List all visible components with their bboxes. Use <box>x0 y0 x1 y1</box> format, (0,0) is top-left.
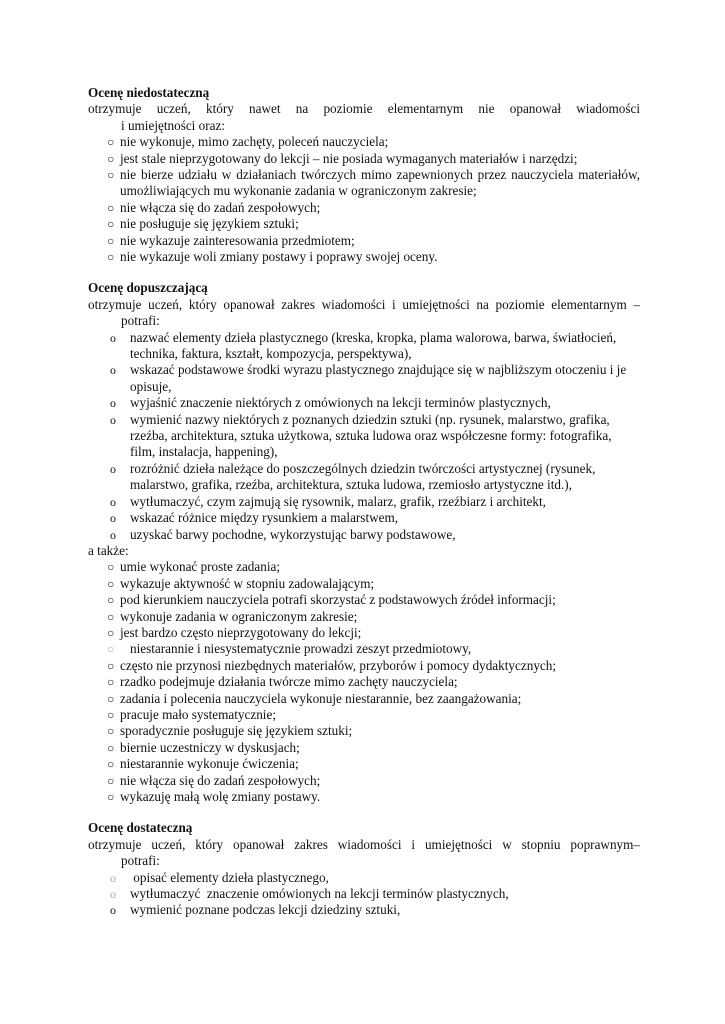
o-bullet-icon: o <box>110 330 116 345</box>
o-bullet-icon: o <box>110 511 116 526</box>
o-bullet-icon: o <box>110 363 116 378</box>
circle-bullet-icon: ○ <box>107 233 115 248</box>
list-item: o opisać elementy dzieła plastycznego, <box>110 869 329 885</box>
section-intro-continuation: potrafi: <box>121 313 160 329</box>
list-item: ○ nie bierze udziału w działaniach twórczych mimo zapewnionych przez nauczyciela materiałów, umożliwiających mu wykonanie zadania w ograniczonym zakresie; <box>107 167 640 199</box>
section-dostateczna <box>88 820 640 918</box>
circle-bullet-icon: ○ <box>107 740 115 755</box>
skills-list <box>88 330 640 543</box>
list-item: ○ biernie uczestniczy w dyskusjach; <box>107 739 300 755</box>
criteria-list <box>88 134 640 265</box>
section-intro: otrzymuje uczeń, który opanował zakres wiadomości i umiejętności na poziomie elementarnym – <box>88 296 640 312</box>
section-intro-continuation: potrafi: <box>121 853 160 869</box>
o-bullet-icon: o <box>110 412 116 427</box>
list-item: ○ niestarannie wykonuje ćwiczenia; <box>107 756 299 772</box>
circle-bullet-icon: ○ <box>107 789 115 804</box>
list-item: ○ rzadko podejmuje działania twórcze mimo zachęty nauczyciela; <box>107 674 458 690</box>
circle-bullet-icon: ○ <box>107 625 115 640</box>
list-item: ○ często nie przynosi niezbędnych materiałów, przyborów i pomocy dydaktycznych; <box>107 657 557 673</box>
list-item: o rozróżnić dzieła należące do poszczególnych dziedzin twórczości artystycznej (rysunek, malarstwo, grafika, rzeźba, architektura, sztuka ludowa, rzemiosło artystyczne itd.), <box>110 460 596 493</box>
skills-list <box>88 870 640 919</box>
list-item: ○ zadania i polecenia nauczyciela wykonuje niestarannie, bez zaangażowania; <box>107 690 522 706</box>
circle-bullet-icon: ○ <box>107 724 115 739</box>
list-item: ○ umie wykonać proste zadania; <box>107 559 281 575</box>
o-bullet-icon: o <box>110 886 116 901</box>
circle-bullet-icon: ○ <box>107 757 115 772</box>
list-item: ○ nie włącza się do zadań zespołowych; <box>107 199 321 215</box>
circle-bullet-icon: ○ <box>107 168 115 182</box>
o-bullet-icon: o <box>110 461 116 476</box>
circle-bullet-icon: ○ <box>107 576 115 591</box>
list-item: ○ jest bardzo często nieprzygotowany do lekcji; <box>107 624 362 640</box>
circle-bullet-icon: ○ <box>107 217 115 232</box>
section-heading: Ocenę dostateczną <box>88 820 193 836</box>
section-heading: Ocenę dopuszczającą <box>88 280 208 296</box>
list-item: ○ nie włącza się do zadań zespołowych; <box>107 772 321 788</box>
list-item: o wymienić poznane podczas lekcji dziedziny sztuki, <box>110 902 401 918</box>
circle-bullet-icon: ○ <box>107 250 115 265</box>
list-item: ○ niestarannie i niesystematycznie prowadzi zeszyt przedmiotowy, <box>107 641 472 657</box>
o-bullet-icon: o <box>110 396 116 411</box>
section-heading: Ocenę niedostateczną <box>88 85 210 100</box>
list-item: ○ wykazuje aktywność w stopniu zadowalającym; <box>107 575 375 591</box>
list-item: o wyjaśnić znaczenie niektórych z omówionych na lekcji terminów plastycznych, <box>110 395 551 411</box>
circle-bullet-icon: ○ <box>107 151 115 166</box>
list-item: o uzyskać barwy pochodne, wykorzystując barwy podstawowe, <box>110 526 456 542</box>
circle-bullet-icon: ○ <box>107 135 115 150</box>
section-dopuszczajaca <box>88 280 640 805</box>
list-item: ○ nie wykonuje, mimo zachęty, poleceń nauczyciela; <box>107 134 389 150</box>
circle-bullet-icon: ○ <box>107 773 115 788</box>
circle-bullet-icon: ○ <box>107 642 115 657</box>
also-label: a także: <box>88 542 129 558</box>
section-intro: otrzymuje uczeń, który nawet na poziomie elementarnym nie opanował wiadomości <box>88 101 640 117</box>
circle-bullet-icon: ○ <box>107 658 115 673</box>
circle-bullet-icon: ○ <box>107 707 115 722</box>
list-item: o nazwać elementy dzieła plastycznego (kreska, kropka, plama walorowa, barwa, światłocień, technika, faktura, kształt, kompozycja, perspektywa), <box>110 329 617 362</box>
document-content <box>88 85 640 934</box>
section-niedostateczna <box>88 85 640 265</box>
circle-bullet-icon: ○ <box>107 200 115 215</box>
o-bullet-icon: o <box>110 527 116 542</box>
list-item: o wytłumaczyć, czym zajmują się rysownik, malarz, grafik, rzeźbiarz i architekt, <box>110 493 546 509</box>
section-intro-continuation: i umiejętności oraz: <box>121 117 225 133</box>
list-item: o wytłumaczyć znaczenie omówionych na lekcji terminów plastycznych, <box>110 885 509 901</box>
list-item: ○ nie posługuje się językiem sztuki; <box>107 216 299 232</box>
circle-bullet-icon: ○ <box>107 560 115 575</box>
section-intro: otrzymuje uczeń, który opanował zakres wiadomości i umiejętności w stopniu poprawnym– <box>88 836 640 852</box>
also-list <box>88 559 640 805</box>
list-item: ○ sporadycznie posługuje się językiem sztuki; <box>107 723 353 739</box>
list-item: ○ wykazuję małą wolę zmiany postawy. <box>107 788 321 804</box>
o-bullet-icon: o <box>110 870 116 885</box>
list-item: ○ wykonuje zadania w ograniczonym zakresie; <box>107 608 358 624</box>
list-item: ○ jest stale nieprzygotowany do lekcji – nie posiada wymaganych materiałów i narzędzi; <box>107 150 578 166</box>
list-item: o wskazać podstawowe środki wyrazu plastycznego znajdujące się w najbliższym otoczeniu i je opisuje, <box>110 362 627 394</box>
list-item: o wymienić nazwy niektórych z poznanych dziedzin sztuki (np. rysunek, malarstwo, grafika, rzeźba, architektura, sztuka użytkowa, sztuka ludowa oraz współczesne formy: fotografika, film, instalacja, happening), <box>110 411 612 460</box>
list-item: ○ pracuje mało systematycznie; <box>107 706 276 722</box>
circle-bullet-icon: ○ <box>107 675 115 690</box>
circle-bullet-icon: ○ <box>107 691 115 706</box>
list-item: ○ nie wykazuje woli zmiany postawy i poprawy swojej oceny. <box>107 249 438 265</box>
list-item: ○ pod kierunkiem nauczyciela potrafi skorzystać z podstawowych źródeł informacji; <box>107 592 556 608</box>
list-item: ○ nie wykazuje zainteresowania przedmiotem; <box>107 232 355 248</box>
o-bullet-icon: o <box>110 494 116 509</box>
circle-bullet-icon: ○ <box>107 609 115 624</box>
list-item: o wskazać różnice między rysunkiem a malarstwem, <box>110 510 399 526</box>
circle-bullet-icon: ○ <box>107 593 115 608</box>
o-bullet-icon: o <box>110 903 116 918</box>
